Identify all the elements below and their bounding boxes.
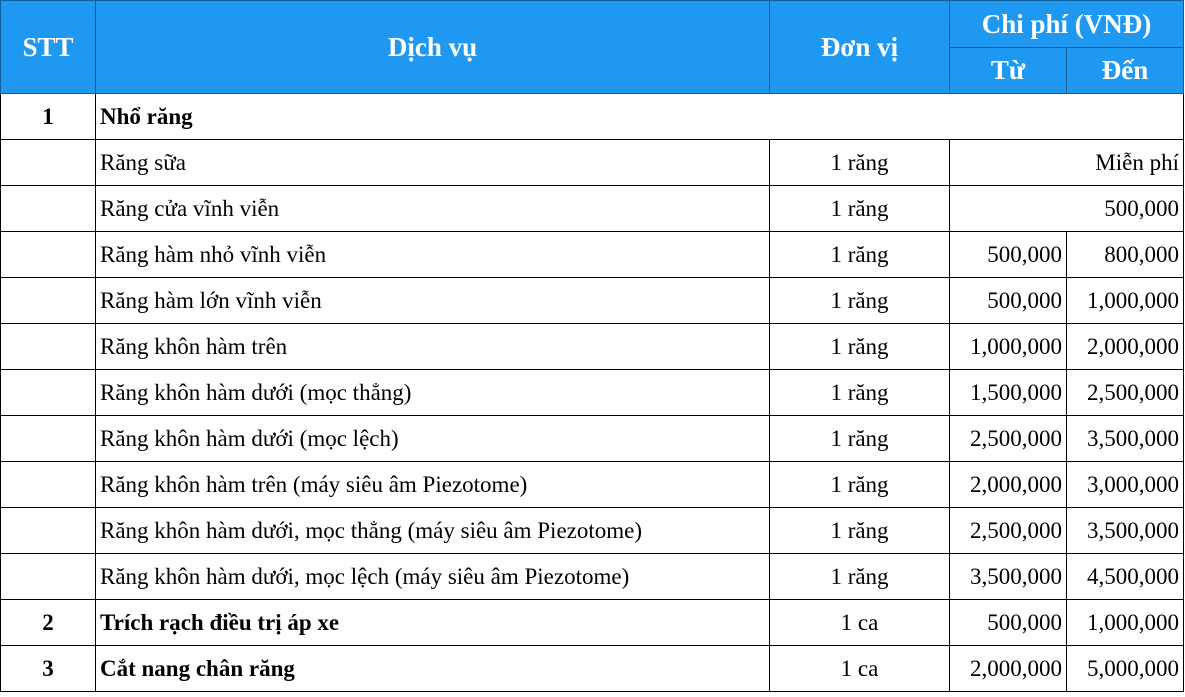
group-row — [1, 646, 1184, 692]
price-to: 2,500,000 — [1067, 370, 1184, 416]
group-row — [1, 600, 1184, 646]
price-from: 500,000 — [950, 232, 1067, 278]
price-from: 2,500,000 — [950, 416, 1067, 462]
stt-cell — [1, 140, 96, 186]
price-from: 3,500,000 — [950, 554, 1067, 600]
group-name: Trích rạch điều trị áp xe — [96, 600, 770, 646]
header-unit: Đơn vị — [770, 1, 950, 94]
unit-cell: 1 ca — [770, 600, 950, 646]
service-name: Răng khôn hàm dưới, mọc lệch (máy siêu âm Piezotome) — [96, 554, 770, 600]
table-row — [1, 462, 1184, 508]
price-from: 2,500,000 — [950, 508, 1067, 554]
stt-cell — [1, 462, 96, 508]
stt-cell — [1, 278, 96, 324]
header-stt: STT — [1, 1, 96, 94]
price-from: 500,000 — [950, 278, 1067, 324]
price-to: 1,000,000 — [1067, 600, 1184, 646]
price-to: 3,500,000 — [1067, 416, 1184, 462]
group-row — [1, 94, 1184, 140]
unit-cell: 1 răng — [770, 324, 950, 370]
group-name: Cắt nang chân răng — [96, 646, 770, 692]
unit-cell: 1 răng — [770, 370, 950, 416]
price-to: 2,000,000 — [1067, 324, 1184, 370]
price-from: 500,000 — [950, 600, 1067, 646]
table-row — [1, 370, 1184, 416]
header-cost: Chi phí (VNĐ) — [950, 1, 1184, 48]
table-row — [1, 186, 1184, 232]
table-row — [1, 232, 1184, 278]
table-row — [1, 554, 1184, 600]
stt-cell — [1, 508, 96, 554]
service-name: Răng khôn hàm dưới (mọc lệch) — [96, 416, 770, 462]
price-from: 1,000,000 — [950, 324, 1067, 370]
price-to: 1,000,000 — [1067, 278, 1184, 324]
stt-cell — [1, 416, 96, 462]
group-stt: 3 — [1, 646, 96, 692]
unit-cell: 1 răng — [770, 508, 950, 554]
unit-cell: 1 ca — [770, 646, 950, 692]
group-stt: 2 — [1, 600, 96, 646]
table-row — [1, 508, 1184, 554]
service-name: Răng hàm nhỏ vĩnh viễn — [96, 232, 770, 278]
service-name: Răng khôn hàm dưới, mọc thẳng (máy siêu âm Piezotome) — [96, 508, 770, 554]
header-row — [1, 1, 1184, 48]
unit-cell: 1 răng — [770, 278, 950, 324]
price-to: 5,000,000 — [1067, 646, 1184, 692]
price-from: 2,000,000 — [950, 646, 1067, 692]
table-row — [1, 416, 1184, 462]
price-to: 3,000,000 — [1067, 462, 1184, 508]
service-name: Răng khôn hàm trên — [96, 324, 770, 370]
group-name: Nhổ răng — [96, 94, 1184, 140]
unit-cell: 1 răng — [770, 416, 950, 462]
header-from: Từ — [950, 48, 1067, 94]
stt-cell — [1, 186, 96, 232]
price-to: 3,500,000 — [1067, 508, 1184, 554]
service-name: Răng khôn hàm trên (máy siêu âm Piezotome) — [96, 462, 770, 508]
service-name: Răng hàm lớn vĩnh viễn — [96, 278, 770, 324]
price-to: 800,000 — [1067, 232, 1184, 278]
stt-cell — [1, 324, 96, 370]
service-name: Răng khôn hàm dưới (mọc thẳng) — [96, 370, 770, 416]
service-name: Răng sữa — [96, 140, 770, 186]
stt-cell — [1, 554, 96, 600]
table-row — [1, 140, 1184, 186]
unit-cell: 1 răng — [770, 186, 950, 232]
price-cell: 500,000 — [950, 186, 1184, 232]
price-to: 4,500,000 — [1067, 554, 1184, 600]
unit-cell: 1 răng — [770, 554, 950, 600]
unit-cell: 1 răng — [770, 462, 950, 508]
unit-cell: 1 răng — [770, 232, 950, 278]
stt-cell — [1, 370, 96, 416]
table-row — [1, 324, 1184, 370]
unit-cell: 1 răng — [770, 140, 950, 186]
price-from: 1,500,000 — [950, 370, 1067, 416]
header-to: Đến — [1067, 48, 1184, 94]
service-name: Răng cửa vĩnh viễn — [96, 186, 770, 232]
price-cell: Miễn phí — [950, 140, 1184, 186]
table-row — [1, 278, 1184, 324]
stt-cell — [1, 232, 96, 278]
header-service: Dịch vụ — [96, 1, 770, 94]
group-stt: 1 — [1, 94, 96, 140]
price-from: 2,000,000 — [950, 462, 1067, 508]
